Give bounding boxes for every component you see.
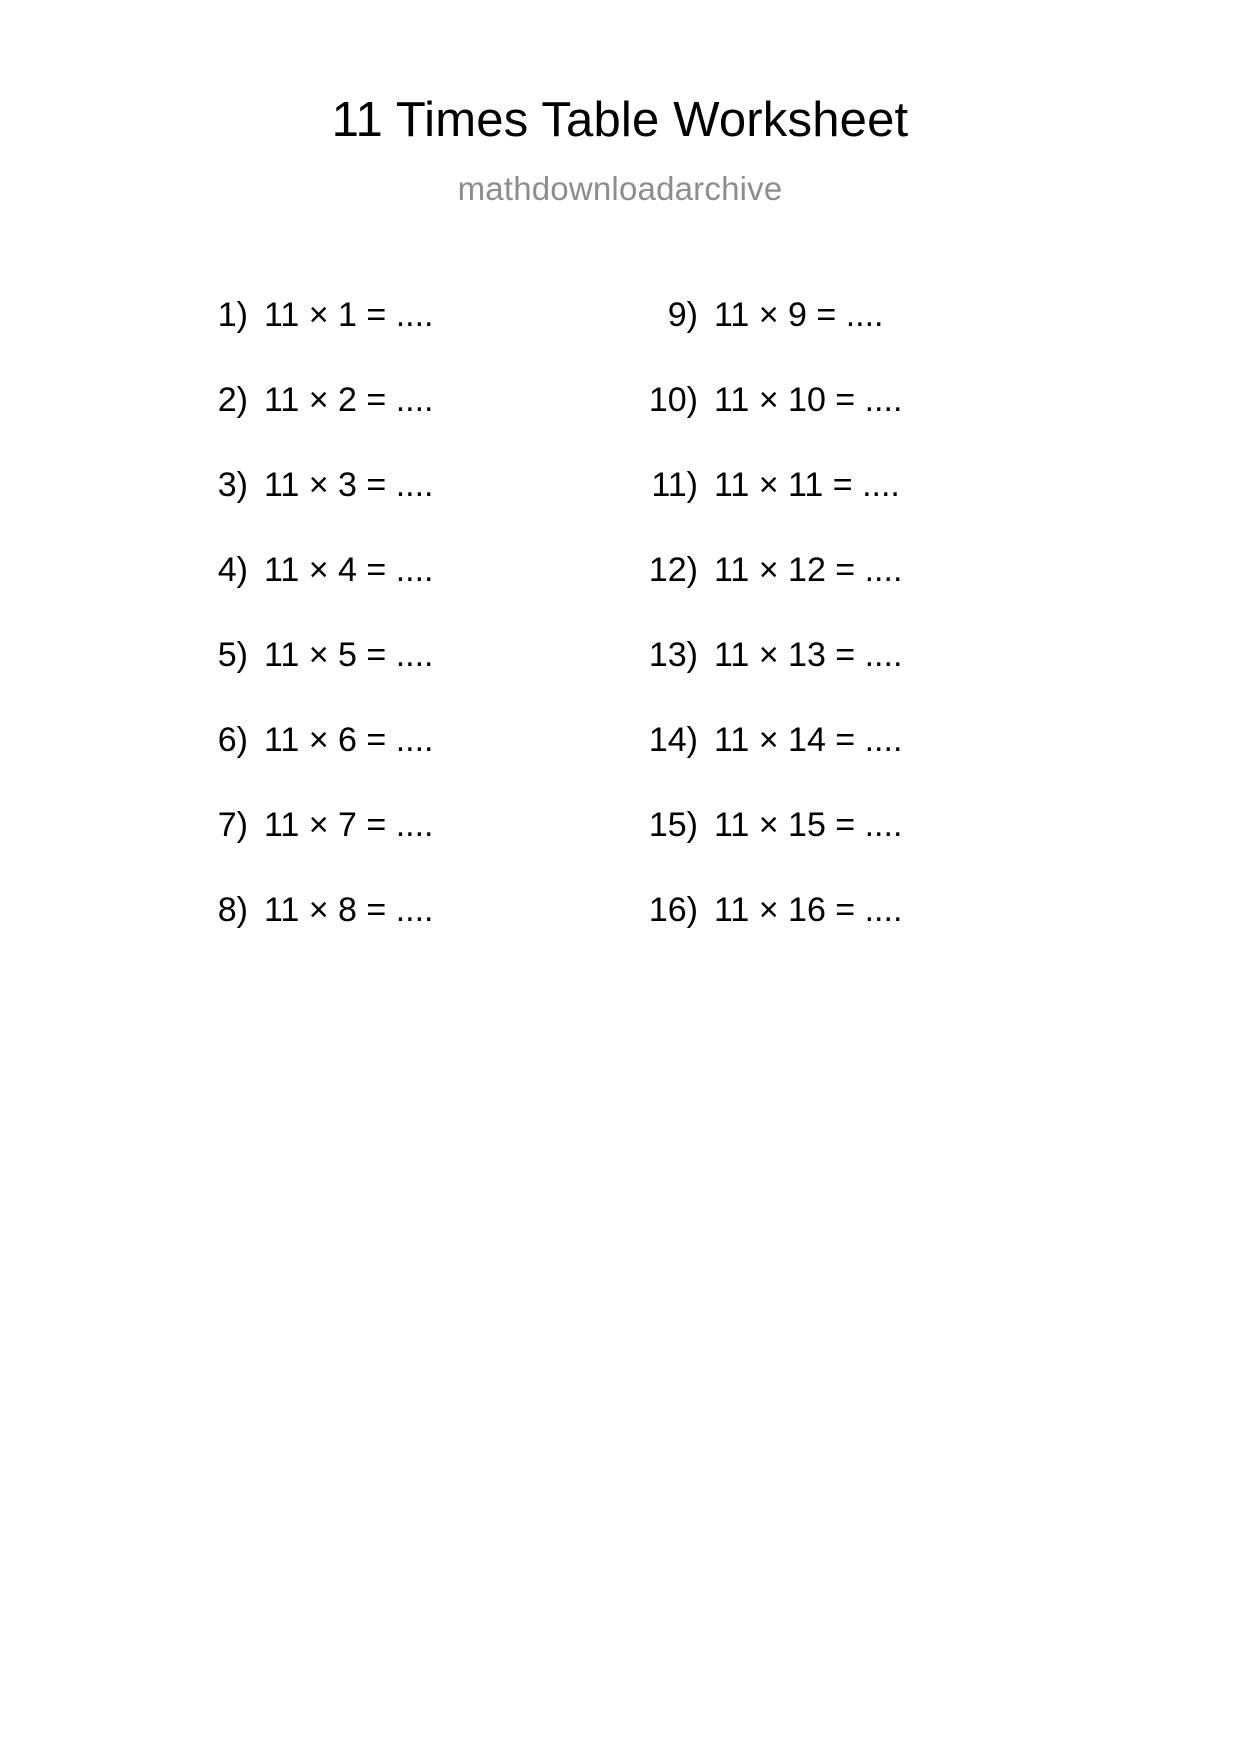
- problem-number: 16): [648, 891, 698, 929]
- problem-number: 6): [217, 721, 248, 759]
- problem-item: [176, 381, 626, 466]
- problem-number: 3): [217, 466, 248, 504]
- problem-column-right: [626, 296, 1076, 976]
- problem-item: [626, 381, 1076, 466]
- problem-expression: 11 × 7 = ....: [264, 806, 434, 844]
- problem-number: 13): [648, 636, 698, 674]
- problem-expression: 11 × 4 = ....: [264, 551, 434, 589]
- problem-expression: 11 × 15 = ....: [714, 806, 903, 844]
- problem-expression: 11 × 2 = ....: [264, 381, 434, 419]
- problem-number: 8): [217, 891, 248, 929]
- problem-item: [626, 806, 1076, 891]
- problem-item: [626, 551, 1076, 636]
- problem-columns: [0, 296, 1240, 976]
- problem-expression: 11 × 3 = ....: [264, 466, 434, 504]
- page-subtitle: mathdownloadarchive: [457, 170, 783, 207]
- problem-expression: 11 × 5 = ....: [264, 636, 434, 674]
- problem-item: [176, 721, 626, 806]
- problem-item: [176, 806, 626, 891]
- problem-expression: 11 × 10 = ....: [714, 381, 903, 419]
- problem-item: [626, 466, 1076, 551]
- problem-item: [176, 466, 626, 551]
- problem-expression: 11 × 6 = ....: [264, 721, 434, 759]
- problem-expression: 11 × 13 = ....: [714, 636, 903, 674]
- problem-number: 9): [667, 296, 698, 334]
- problem-expression: 11 × 9 = ....: [714, 296, 884, 334]
- problem-item: [626, 296, 1076, 381]
- problem-column-left: [176, 296, 626, 976]
- problem-item: [626, 891, 1076, 976]
- problem-expression: 11 × 12 = ....: [714, 551, 903, 589]
- problem-expression: 11 × 11 = ....: [714, 466, 900, 504]
- problem-item: [176, 891, 626, 976]
- problem-expression: 11 × 14 = ....: [714, 721, 903, 759]
- problem-number: 2): [217, 381, 248, 419]
- problem-item: [176, 296, 626, 381]
- problem-item: [176, 551, 626, 636]
- problem-item: [626, 721, 1076, 806]
- problem-expression: 11 × 1 = ....: [264, 296, 434, 334]
- problem-number: 14): [648, 721, 698, 759]
- page-title: 11 Times Table Worksheet: [331, 93, 909, 147]
- problem-number: 7): [217, 806, 248, 844]
- problem-number: 10): [648, 381, 698, 419]
- problem-item: [176, 636, 626, 721]
- problem-expression: 11 × 8 = ....: [264, 891, 434, 929]
- problem-number: 11): [651, 466, 698, 504]
- problem-number: 4): [217, 551, 248, 589]
- problem-expression: 11 × 16 = ....: [714, 891, 903, 929]
- problem-number: 5): [217, 636, 248, 674]
- problem-item: [626, 636, 1076, 721]
- problem-number: 12): [648, 551, 698, 589]
- problem-number: 15): [648, 806, 698, 844]
- problem-number: 1): [217, 296, 248, 334]
